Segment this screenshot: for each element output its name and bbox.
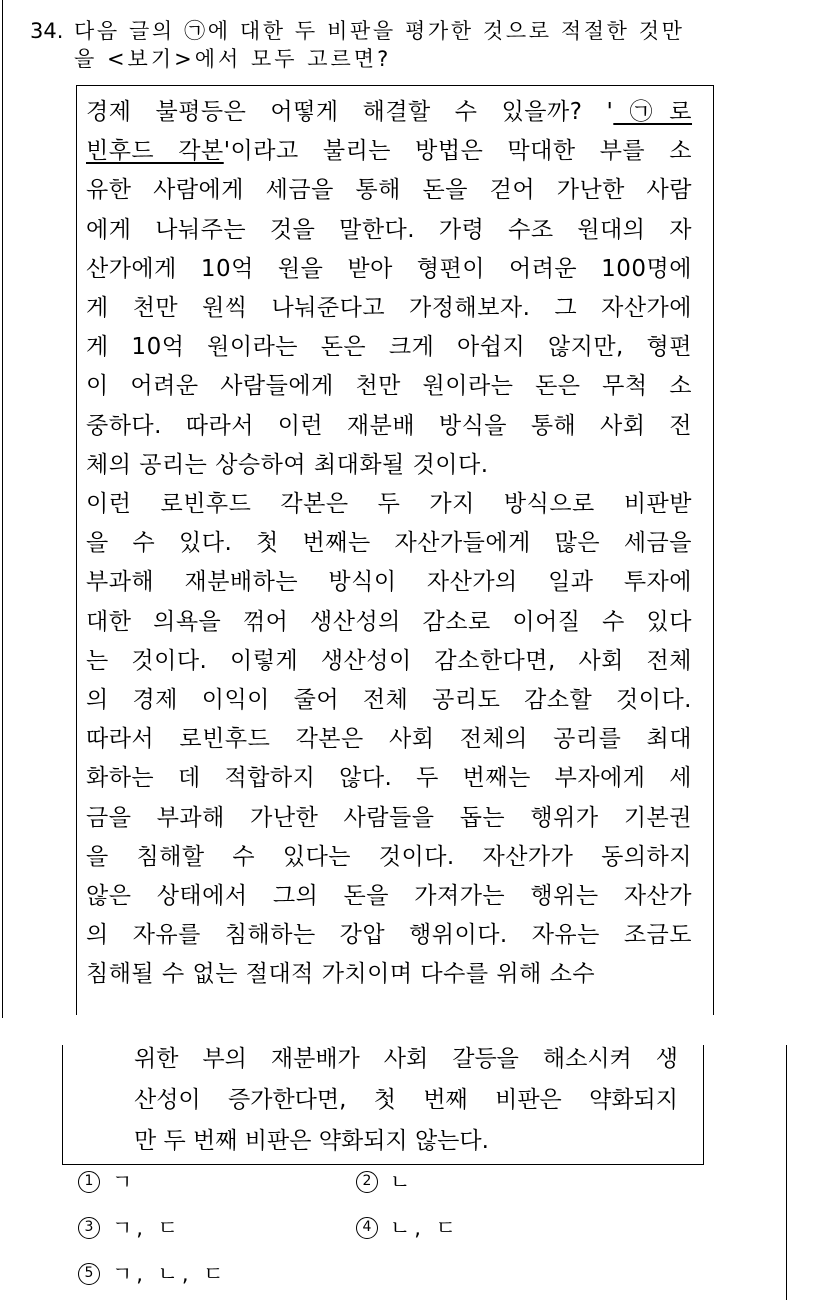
passage-line-text: 대한 의욕을 꺾어 생산성의 감소로 이어질 수 있다 [86, 608, 692, 635]
passage-line-text: 을 침해할 수 있다는 것이다. 자산가가 동의하지 [86, 843, 692, 870]
bogi-line: 만 두 번째 비판은 약화되지 않는다. [134, 1128, 489, 1154]
passage-line [86, 918, 692, 952]
choice-text: ㄴ [390, 1170, 415, 1194]
passage-line-text: 부과해 재분배하는 방식이 자산가의 일과 투자에 [86, 569, 692, 596]
passage-line-text: 침해될 수 없는 절대적 가치이며 다수를 위해 소수 [86, 961, 596, 988]
choice-text: ㄱ, ㄷ [112, 1216, 182, 1240]
passage-line-text: 이 어려운 사람들에게 천만 원이라는 돈은 무척 소 [86, 373, 692, 400]
passage-line-text: 을 수 있다. 첫 번째는 자산가들에게 많은 세금을 [86, 530, 692, 557]
passage-line [86, 683, 692, 717]
passage-line [86, 134, 692, 168]
passage-line [86, 722, 692, 756]
passage-line [86, 957, 692, 991]
passage-line-text: 산가에게 10억 원을 받아 형편이 어려운 100명에 [86, 255, 692, 282]
passage-line [86, 801, 692, 835]
choice-number: 4 [356, 1217, 378, 1239]
choice-number: 1 [78, 1171, 100, 1193]
passage-line-text: 게 10억 원이라는 돈은 크게 아쉽지 않지만, 형편 [86, 334, 692, 361]
underlined-term: 빈후드 각본 [86, 138, 224, 165]
passage-line [86, 840, 692, 874]
passage-line [86, 291, 692, 325]
question-stem-line2: 을 <보기>에서 모두 고르면? [74, 47, 392, 71]
passage-line [86, 409, 692, 443]
passage-line-text: 않은 상태에서 그의 돈을 가져가는 행위는 자산가 [86, 883, 692, 909]
passage-line-text: 이런 로빈후드 각본은 두 가지 방식으로 비판받 [86, 491, 692, 517]
passage-line [86, 644, 692, 678]
answer-choice-2[interactable] [356, 1168, 414, 1196]
passage-line [86, 526, 692, 560]
passage-line-text: 경제 불평등은 어떻게 해결할 수 있을까? ' [86, 99, 614, 125]
choice-number: 5 [78, 1263, 100, 1285]
left-page-rule [2, 0, 3, 1018]
answer-choice-3[interactable] [78, 1214, 182, 1242]
passage-line-text: 의 경제 이익이 줄어 전체 공리도 감소할 것이다. [86, 687, 692, 713]
passage-line [86, 213, 692, 247]
choice-text: ㄱ, ㄴ, ㄷ [112, 1262, 228, 1286]
passage-line [86, 565, 692, 599]
bogi-line: 위한 부의 재분배가 사회 갈등을 해소시켜 생 [134, 1046, 678, 1072]
bogi-line: 산성이 증가한다면, 첫 번째 비판은 약화되지 [134, 1087, 678, 1113]
passage-line-text: 따라서 로빈후드 각본은 사회 전체의 공리를 최대 [86, 726, 692, 753]
passage-line [86, 448, 692, 482]
passage-line-text: 는 것이다. 이렇게 생산성이 감소한다면, 사회 전체 [86, 647, 692, 674]
question-number: 34. [30, 19, 64, 43]
passage-line [86, 487, 692, 521]
passage-line [86, 252, 692, 286]
choice-number: 3 [78, 1217, 100, 1239]
choice-text: ㄴ, ㄷ [390, 1216, 460, 1240]
passage-line [86, 761, 692, 795]
passage-line-text: 금을 부과해 가난한 사람들을 돕는 행위가 기본권 [86, 804, 692, 831]
passage-line-text: 중하다. 따라서 이런 재분배 방식을 통해 사회 전 [86, 412, 692, 439]
answer-choice-1[interactable] [78, 1168, 136, 1196]
passage-line-text: 화하는 데 적합하지 않다. 두 번째는 부자에게 세 [86, 765, 692, 792]
passage-line [86, 605, 692, 639]
passage-line-text: 체의 공리는 상승하여 최대화될 것이다. [86, 451, 489, 478]
passage-line-text: 의 자유를 침해하는 강압 행위이다. 자유는 조금도 [86, 922, 692, 949]
passage-line [86, 879, 692, 913]
choice-text: ㄱ [112, 1170, 137, 1194]
underlined-term: ㉠로 [613, 99, 693, 125]
answer-choice-5[interactable] [78, 1260, 228, 1288]
passage-line [86, 369, 692, 403]
question-stem-line1: 다음 글의 ㉠에 대한 두 비판을 평가한 것으로 적절한 것만 [74, 19, 685, 43]
passage-line [86, 95, 692, 129]
passage-line [86, 330, 692, 364]
passage-line-text: 게 천만 원씩 나눠준다고 가정해보자. 그 자산가에 [86, 295, 692, 321]
passage-line [86, 173, 692, 207]
right-page-rule [786, 1045, 787, 1300]
choice-number: 2 [356, 1171, 378, 1193]
answer-choice-4[interactable] [356, 1214, 460, 1242]
passage-line-text: 유한 사람에게 세금을 통해 돈을 걷어 가난한 사람 [86, 177, 692, 204]
passage-line-text: '이라고 불리는 방법은 막대한 부를 소 [223, 138, 692, 165]
passage-line-text: 에게 나눠주는 것을 말한다. 가령 수조 원대의 자 [86, 216, 692, 243]
